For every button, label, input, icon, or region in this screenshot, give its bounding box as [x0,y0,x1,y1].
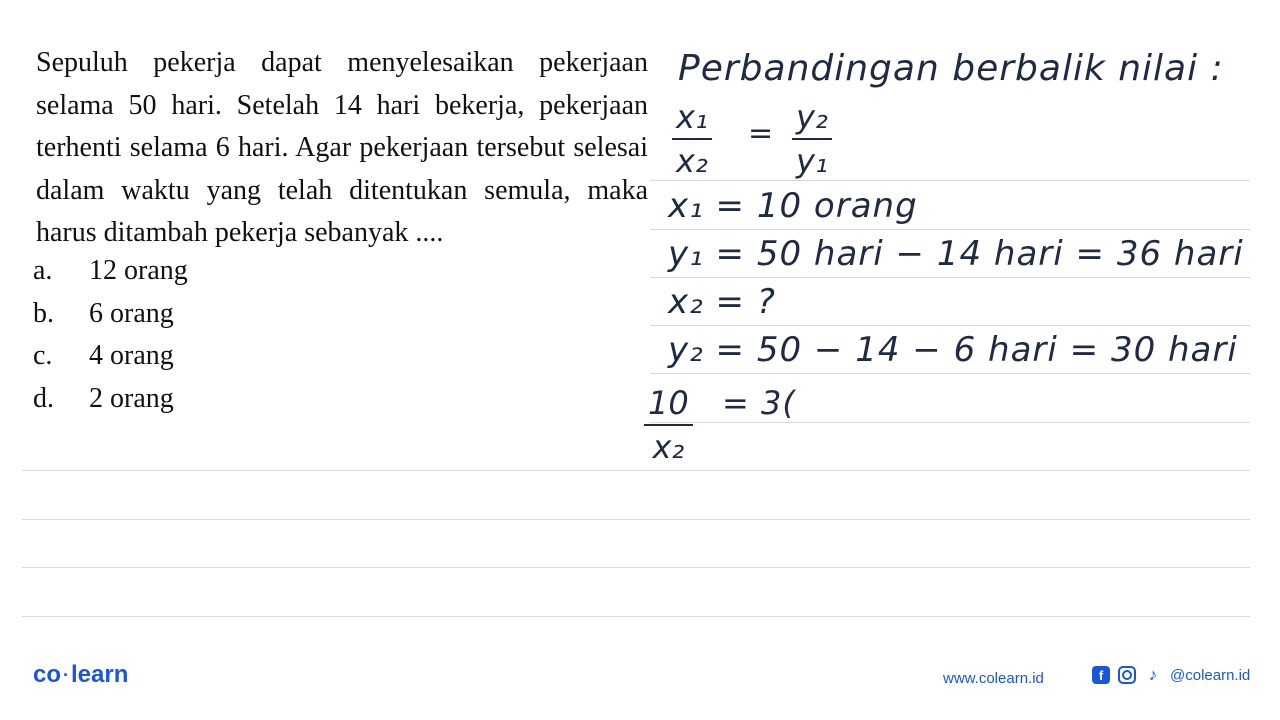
ruled-line [650,277,1250,278]
ruled-line [650,373,1250,374]
tiktok-icon[interactable]: ♪ [1148,665,1158,684]
formula-numerator: y₂ [796,98,828,136]
solution-heading: Perbandingan berbalik nilai : [678,48,1224,89]
instagram-icon[interactable] [1118,666,1136,684]
option-c[interactable] [33,335,188,378]
logo-dot-icon: · [63,665,70,686]
ruled-line [650,422,1250,423]
final-numerator: 10 [648,384,689,422]
option-letter: b. [33,297,54,329]
ruled-line [22,567,1250,568]
option-letter: a. [33,255,53,286]
final-rhs: = 3( [722,384,796,422]
logo-left: co [33,661,62,688]
social-handle[interactable]: @colearn.id [1170,666,1251,684]
answer-options [33,250,188,420]
option-text: 6 orang [89,297,174,329]
ruled-line [22,519,1250,520]
fraction-bar [672,138,712,140]
formula-right-fraction [796,98,828,180]
ruled-line [650,229,1250,230]
formula-equals: = [748,116,775,151]
option-letter: c. [33,340,53,371]
option-a[interactable] [33,250,188,293]
formula-denominator: x₂ [676,142,708,180]
formula-denominator: y₁ [796,142,828,180]
solution-line-y1: y₁ = 50 hari − 14 hari = 36 hari [668,234,1244,274]
final-denominator: x₂ [652,428,685,466]
colearn-logo [33,661,128,689]
website-link[interactable]: www.colearn.id [943,670,1044,687]
option-text: 4 orang [89,340,174,371]
option-text: 2 orang [89,382,174,414]
solution-line-y2: y₂ = 50 − 14 − 6 hari = 30 hari [668,330,1238,370]
solution-line-x2: x₂ = ? [668,282,776,322]
option-text: 12 orang [89,255,188,286]
option-letter: d. [33,382,54,414]
ruled-line [22,470,1250,471]
solution-line-x1: x₁ = 10 orang [668,186,918,226]
logo-right: learn [71,661,129,688]
option-b[interactable] [33,293,188,336]
option-d[interactable] [33,378,188,421]
ruled-line [650,180,1250,181]
fraction-bar [792,138,832,140]
formula-numerator: x₁ [676,98,708,136]
social-links [1092,666,1250,684]
facebook-icon[interactable]: f [1092,666,1110,684]
final-fraction [648,384,689,466]
ruled-line [22,616,1250,617]
question-text: Sepuluh pekerja dapat menyelesaikan pekerjaan selama 50 hari. Setelah 14 hari bekerja, pekerjaan terhenti selama 6 hari. Agar pekerjaan tersebut selesai dalam waktu yang telah ditentukan semula, maka harus ditambah pekerja sebanyak .... [36,47,648,248]
formula-left-fraction [676,98,708,180]
fraction-bar [644,424,693,426]
ruled-line [650,325,1250,326]
